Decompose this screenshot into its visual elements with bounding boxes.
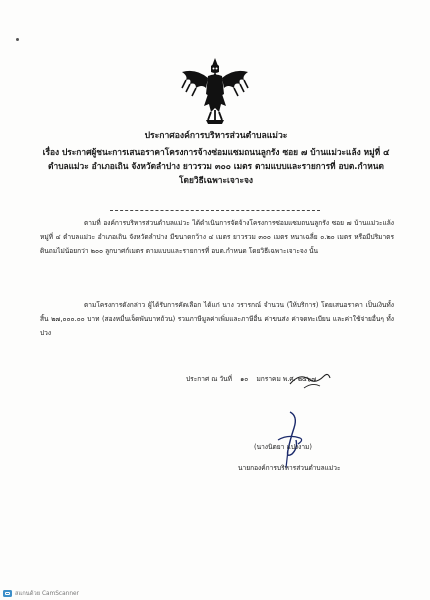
subject-line-1: เรื่อง ประกาศผู้ชนะการเสนอราคาโครงการจ้างซ่อมแซมถนนลูกรัง ซอย ๗ บ้านแม่วะแล้ง หมู่ที่ ๔ (42, 147, 390, 157)
date-month-year: มกราคม พ.ศ. ๒๕๖๗ (256, 375, 317, 383)
body-paragraph-2 (40, 298, 394, 340)
paragraph-2-text: ตามโครงการดังกล่าว ผู้ได้รับการคัดเลือก ได้แก่ นาง วรารกณ์ จำนวน (ให้บริการ) โดยเสนอราคา เป็นเงินทั้งสิ้น ๒๗,๐๐๐.๐๐ บาท (สองหมื่นเจ็ดพันบาทถ้วน) รวมภาษีมูลค่าเพิ่มและภาษีอื่น ค่าขนส่ง ค่าจดทะเบียน และค่าใช้จ่ายอื่นๆ ทั้งปวง (40, 301, 394, 337)
garuda-emblem-icon (178, 54, 252, 128)
agency-title: ประกาศองค์การบริหารส่วนตำบลแม่วะ (144, 131, 288, 141)
title-block (26, 130, 406, 187)
subject-heading (26, 145, 406, 187)
signatory-name: (นางนิตยา แปงงาม) (254, 443, 312, 451)
signatory-position: นายกองค์การบริหารส่วนตำบลแม่วะ (238, 464, 341, 472)
watermark-text: สแกนด้วย CamScanner (15, 591, 79, 597)
date-stamp-scribble (286, 358, 332, 392)
body-paragraph-1 (40, 216, 394, 258)
date-day: ๑๐ (240, 375, 249, 383)
subject-line-2: ตำบลแม่วะ อำเภอเถิน จังหวัดลำปาง ยาวรวม ๓๐๐ เมตร ตามแบบและรายการที่ อบต.กำหนด (48, 161, 384, 171)
date-prefix: ประกาศ ณ วันที่ (186, 375, 233, 383)
scanner-watermark (3, 588, 79, 598)
dashed-divider (110, 210, 320, 211)
paragraph-1-text: ตามที่ องค์การบริหารส่วนตำบลแม่วะ ได้ดำเนินการจัดจ้างโครงการซ่อมแซมถนนลูกรัง ซอย ๗ บ้านแม่วะแล้ง หมู่ที่ ๔ ตำบลแม่วะ อำเภอเถิน จังหวัดลำปาง มีขนาดกว้าง ๔ เมตร ยาวรวม ๓๐๐ เมตร หนาเฉลี่ย ๐.๒๐ เมตร หรือมีปริมาตรดินถมไม่น้อยกว่า ๒๐๐ ลูกบาศก์เมตร ตามแบบและรายการที่ อบต.กำหนด โดยวิธีเฉพาะเจาะจง นั้น (40, 219, 394, 255)
scan-speck (16, 38, 19, 41)
camscanner-logo-icon (3, 590, 12, 597)
subject-line-3: โดยวิธีเฉพาะเจาะจง (179, 175, 253, 185)
handwritten-signature (268, 410, 312, 470)
